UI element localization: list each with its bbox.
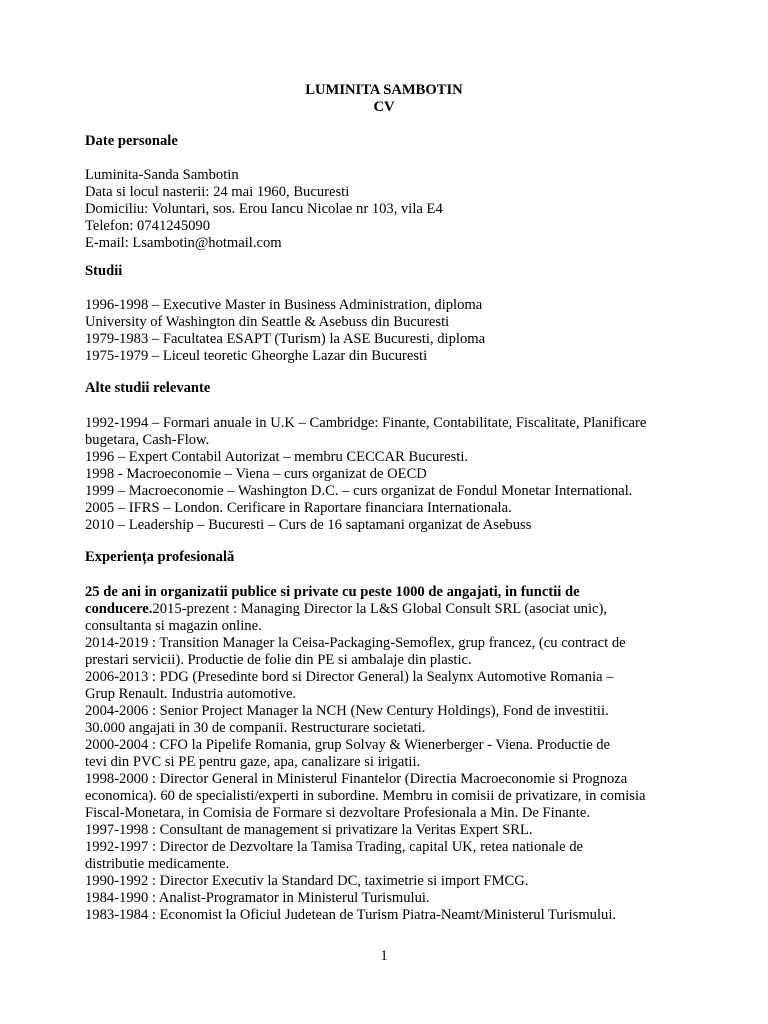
experience-line: 1992-1997 : Director de Dezvoltare la Tamisa Trading, capital UK, retea nationale de [85, 839, 583, 855]
personal-heading: Date personale [85, 133, 178, 149]
experience-line: distributie medicamente. [85, 856, 230, 872]
experience-heading: Experiența profesională [85, 549, 235, 565]
cv-name-title: LUMINITA SAMBOTIN [305, 82, 463, 98]
experience-line: economica). 60 de specialisti/experti in subordine. Membru in comisii de privatizare, in comisia [85, 788, 646, 804]
experience-line: 2004-2006 : Senior Project Manager la NCH (New Century Holdings), Fond de investitii. [85, 703, 609, 719]
other-studies-heading: Alte studii relevante [85, 380, 211, 396]
study-item: University of Washington din Seattle & Asebuss din Bucuresti [85, 314, 450, 330]
page-number: 1 [380, 948, 388, 964]
experience-current-role: 2015-prezent : Managing Director la L&S Global Consult SRL (asociat unic), [152, 601, 608, 617]
other-study-item: bugetara, Cash-Flow. [85, 432, 210, 448]
personal-address: Domiciliu: Voluntari, sos. Erou Iancu Nicolae nr 103, vila E4 [85, 201, 443, 217]
experience-line: 1997-1998 : Consultant de management si privatizare la Veritas Expert SRL. [85, 822, 533, 838]
personal-phone: Telefon: 0741245090 [85, 218, 211, 234]
experience-list [85, 584, 695, 924]
studies-list [85, 297, 695, 365]
other-study-item: 2010 – Leadership – Bucuresti – Curs de 16 saptamani organizat de Asebuss [85, 517, 532, 533]
experience-line: 1990-1992 : Director Executiv la Standard DC, taximetrie si import FMCG. [85, 873, 529, 889]
experience-line: 2006-2013 : PDG (Presedinte bord si Director General) la Sealynx Automotive Romania – [85, 669, 614, 685]
study-item: 1996-1998 – Executive Master in Business Administration, diploma [85, 297, 483, 313]
other-study-item: 1992-1994 – Formari anuale in U.K – Cambridge: Finante, Contabilitate, Fiscalitate, Planificare [85, 415, 647, 431]
experience-summary: 25 de ani in organizatii publice si private cu peste 1000 de angajati, in functii de [85, 584, 580, 600]
experience-line: 30.000 angajati in 30 de companii. Restructurare societati. [85, 720, 426, 736]
experience-line: 2000-2004 : CFO la Pipelife Romania, grup Solvay & Wienerberger - Viena. Productie de [85, 737, 611, 753]
experience-line: 1984-1990 : Analist-Programator in Ministerul Turismului. [85, 890, 430, 906]
experience-summary-end: conducere. [85, 601, 153, 617]
experience-line: Grup Renault. Industria automotive. [85, 686, 297, 702]
experience-line: 1983-1984 : Economist la Oficiul Judetean de Turism Piatra-Neamt/Ministerul Turismului. [85, 907, 617, 923]
experience-summary-cont [85, 601, 695, 618]
experience-line: tevi din PVC si PE pentru gaze, apa, canalizare si irigatii. [85, 754, 421, 770]
study-item: 1975-1979 – Liceul teoretic Gheorghe Lazar din Bucuresti [85, 348, 428, 364]
personal-details [85, 167, 695, 252]
cv-label: CV [373, 99, 395, 115]
personal-birth: Data si locul nasterii: 24 mai 1960, Bucuresti [85, 184, 350, 200]
experience-line: prestari servicii). Productie de folie din PE si ambalaje din plastic. [85, 652, 472, 668]
experience-line: 1998-2000 : Director General in Ministerul Finantelor (Directia Macroeconomie si Prognoza [85, 771, 628, 787]
studies-heading: Studii [85, 263, 123, 279]
experience-line: consultanta si magazin online. [85, 618, 262, 634]
other-study-item: 2005 – IFRS – London. Cerificare in Raportare financiara Internationala. [85, 500, 512, 516]
study-item: 1979-1983 – Facultatea ESAPT (Turism) la ASE Bucuresti, diploma [85, 331, 486, 347]
experience-line: Fiscal-Monetara, in Comisia de Formare si dezvoltare Profesionala a Min. De Finante. [85, 805, 590, 821]
experience-line: 2014-2019 : Transition Manager la Ceisa-Packaging-Semoflex, grup francez, (cu contract de [85, 635, 626, 651]
personal-full-name: Luminita-Sanda Sambotin [85, 167, 239, 183]
other-study-item: 1998 - Macroeconomie – Viena – curs organizat de OECD [85, 466, 427, 482]
other-studies-list [85, 415, 695, 534]
other-study-item: 1996 – Expert Contabil Autorizat – membru CECCAR Bucuresti. [85, 449, 469, 465]
personal-email: E-mail: Lsambotin@hotmail.com [85, 235, 282, 251]
other-study-item: 1999 – Macroeconomie – Washington D.C. – curs organizat de Fondul Monetar International. [85, 483, 633, 499]
